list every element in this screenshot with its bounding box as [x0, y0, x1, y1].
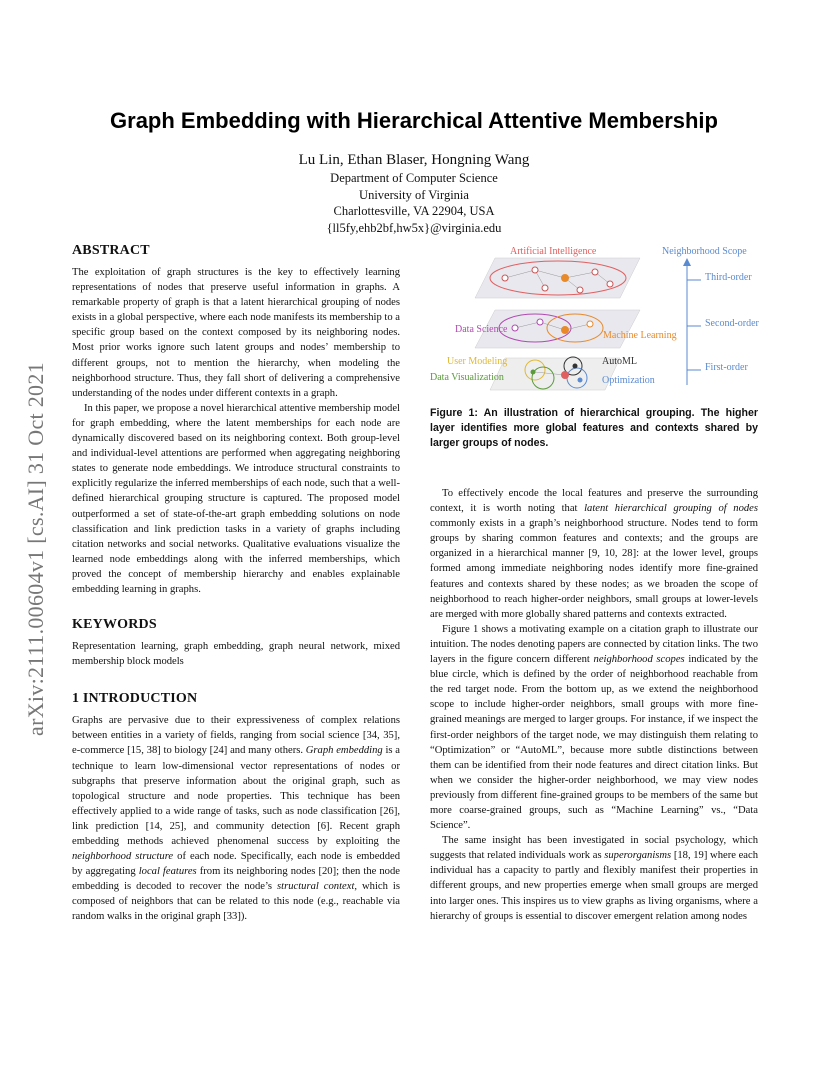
right-column	[430, 486, 758, 924]
abstract-paragraph: In this paper, we propose a novel hierarchical attentive membership model for graph embedding, where the latent memberships for each node are dynamically discovered based on its neighboring context. Both group-level and individual-level attentions are performed when aggregating neighboring states to generate node embeddings. We introduce structural constraints to explicitly regularize the inferred memberships of each node, such that a well-defined hierarchical grouping structure is captured. The proposed model outperformed a set of state-of-the-art graph embedding solutions on node classification and link prediction tasks in a variety of graphs including citation networks and social networks. Qualitative evaluations visualize the learned node embeddings along with the inferred memberships, which proved the concept of membership hierarchy and enables explainable embedding learning in graphs.	[72, 402, 400, 595]
layer-plane-top	[475, 258, 640, 298]
intro-heading: 1 INTRODUCTION	[72, 691, 198, 707]
label-second-order: Second-order	[705, 318, 759, 329]
keywords-text: Representation learning, graph embedding, graph neural network, mixed membership block models	[72, 641, 400, 668]
figure-1	[425, 240, 765, 395]
label-data-science: Data Science	[455, 324, 508, 335]
affiliation-line: {ll5fy,ehb2bf,hw5x}@virginia.edu	[326, 220, 502, 235]
abstract-heading: ABSTRACT	[72, 243, 150, 258]
label-user-modeling: User Modeling	[447, 356, 508, 367]
affiliation-line: University of Virginia	[359, 187, 469, 202]
abstract-paragraph: The exploitation of graph structures is the key to effectively learning representations of nodes that preserve useful information in graphs. A remarkable property of graph is that a latent hierarchical grouping of nodes exists in a global perspective, where each node manifests its membership to a specific group based on the context composed by its neighboring nodes. Most prior works ignore such latent groups and nodes’ membership to different groups, not to mention the hierarchy, when modeling the neighborhood structure. Thus, they fall short of delivering a comprehensive understanding of the nodes under different contexts in a graph.	[72, 267, 401, 399]
figure-caption: Figure 1: An illustration of hierarchical grouping. The higher layer identifies more global features and contexts shared by larger groups of nodes.	[430, 407, 758, 449]
intro-paragraph: The same insight has been investigated in social psychology, which suggests that related individuals work as superorganisms [18, 19] where each individual has a capacity to partly and flexibly manifest their properties in different groups, and new properties emerge when small groups are merged into larger ones. This inspires us to view graphs as living organisms, where a hierarchy of groups is essential to discover emergent relation among nodes	[430, 835, 758, 922]
paper-authors: Lu Lin, Ethan Blaser, Hongning Wang	[298, 152, 530, 168]
label-first-order: First-order	[705, 362, 748, 373]
scope-axis-arrowhead	[683, 258, 691, 266]
paper-title: Graph Embedding with Hierarchical Attentive Membership	[110, 108, 718, 133]
keywords-heading: KEYWORDS	[72, 617, 157, 633]
intro-paragraph: To effectively encode the local features and preserve the surrounding context, it is worth noting that latent hierarchical grouping of nodes commonly exists in a graph’s neighborhood structure. Nodes tend to form groups by sharing common features and contexts; and the groups are organized in a hierarchical manner [9, 10, 28]: at the lower level, groups formed among immediate neighboring nodes identify more fine-grained features and contexts shared by these nodes; as we broaden the scope of neighborhood to reach higher-order neighbors, small groups at lower-levels are merged with more globally shared patterns and contexts extracted.	[430, 488, 758, 620]
affiliation	[200, 170, 628, 236]
intro-paragraph: Graphs are pervasive due to their expressiveness of complex relations between entities in a variety of fields, ranging from social science [34, 35], e-commerce [15, 38] to biology [24] and many others. Graph embedding is a technique to learn low-dimensional vector representations of nodes or subgraphs that preserve information about the original graph, such as topological structure and node properties. This technique has been effectively applied to a wide range of tasks, such as node classification [26], link prediction [14, 25], and community detection [6]. Recent graph embedding methods achieved phenomenal success by exploiting the neighborhood structure of each node. Specifically, each node is embedded by aggregating local features from its neighboring nodes [20]; then the node embedding is decoded to recover the node’s structural context, which is composed of neighbors that can be related to this node (e.g., reachable via random walks in the original graph [33]).	[72, 715, 401, 923]
label-artificial-intelligence: Artificial Intelligence	[510, 246, 597, 257]
left-column	[72, 243, 400, 925]
label-neighborhood-scope: Neighborhood Scope	[662, 246, 747, 257]
label-automl: AutoML	[602, 356, 637, 367]
affiliation-line: Charlottesville, VA 22904, USA	[333, 204, 495, 218]
label-optimization: Optimization	[602, 375, 655, 386]
arxiv-identifier: arXiv:2111.00604v1 [cs.AI] 31 Oct 2021	[23, 362, 48, 736]
label-machine-learning: Machine Learning	[603, 330, 677, 341]
intro-paragraph: Figure 1 shows a motivating example on a citation graph to illustrate our intuition. The nodes denoting papers are connected by citation links. The two layers in the figure concern different neighborhood scopes indicated by the blue circle, which is defined by the order of neighborhood reachable from the red target node. From the bottom up, as we extend the neighborhood scope to include higher-order neighbors, small groups with more fine-grained meanings are merged to larger groups. For instance, if we inspect the first-order neighbors of the target node, we may distinguish them relating to “Optimization” or “AutoML”, because more subtle distinctions between them can be identified from their node features and direct citation links. But when we consider the higher-order neighborhood, we may view nodes previously from different fine-grained groups to be members of the same but more coarse-grained groups, such as “Machine Learning” vs., “Data Science”.	[430, 623, 759, 832]
label-data-visualization: Data Visualization	[430, 372, 504, 383]
label-third-order: Third-order	[705, 272, 752, 283]
affiliation-line: Department of Computer Science	[330, 171, 498, 185]
